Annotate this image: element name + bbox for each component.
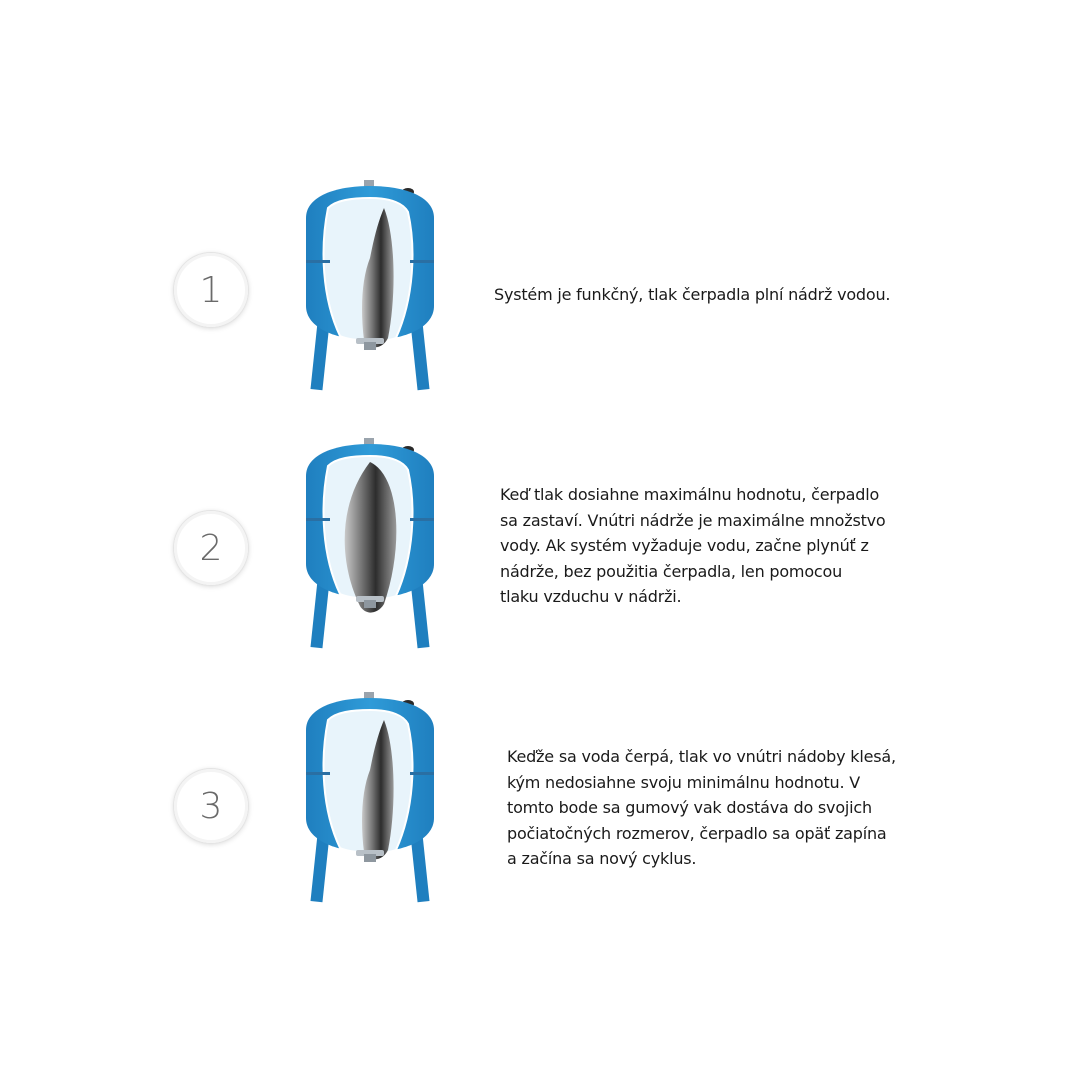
step-number: 2 (199, 527, 223, 569)
expansion-tank-illustration (300, 436, 440, 656)
step-number-badge (174, 769, 248, 843)
expansion-tank-illustration (300, 178, 440, 398)
step-description: Keď tlak dosiahne maximálnu hodnotu, čerpadlo sa zastaví. Vnútri nádrže je maximálne množstvo vody. Ak systém vyžaduje vodu, začne plynúť z nádrže, bez použitia čerpadla, len pomocou tlaku vzduchu v nádrži. (500, 485, 886, 606)
expansion-tank-illustration (300, 690, 440, 910)
step-number: 3 (199, 785, 223, 827)
step-number: 1 (199, 269, 223, 311)
step-description: Systém je funkčný, tlak čerpadla plní nádrž vodou. (494, 285, 891, 304)
step-description: Keďže sa voda čerpá, tlak vo vnútri nádoby klesá, kým nedosiahne svoju minimálnu hodnotu. V tomto bode sa gumový vak dostáva do svojich počiatočných rozmerov, čerpadlo sa opäť zapína a začína sa nový cyklus. (507, 747, 896, 868)
step-number-badge (174, 253, 248, 327)
step-number-badge (174, 511, 248, 585)
